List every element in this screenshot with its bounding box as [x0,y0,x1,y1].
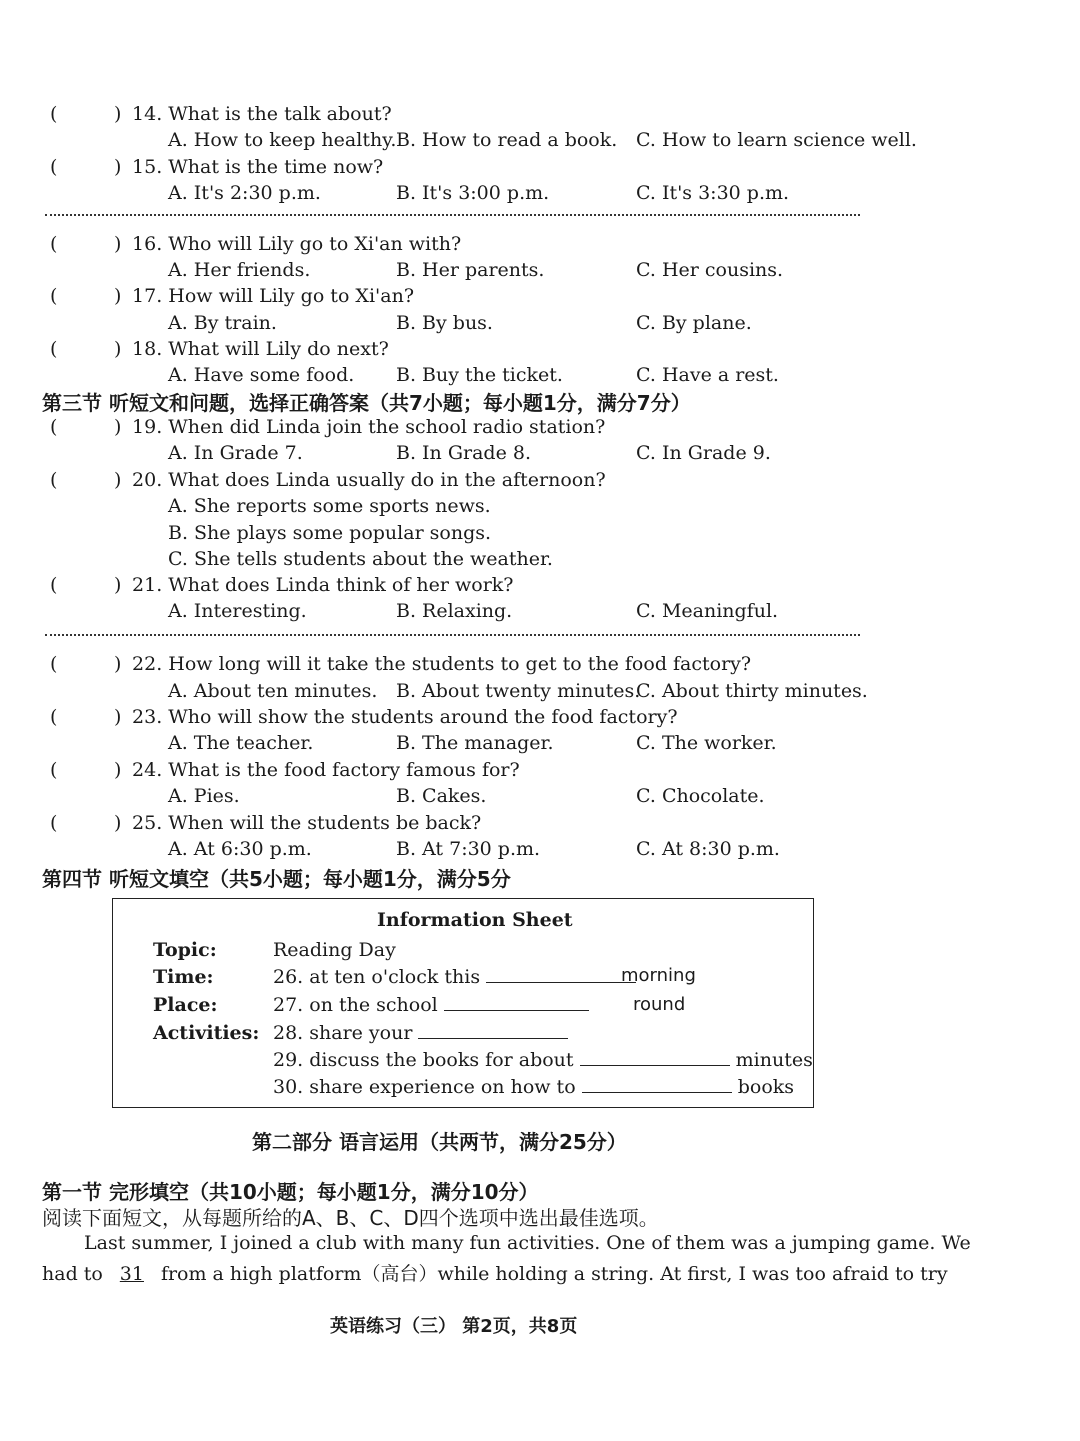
passage-text: had to [42,1263,103,1285]
question-text: 25. When will the students be back? [132,812,482,834]
option-c: C. At 8:30 p.m. [636,838,780,860]
option-c: C. It's 3:30 p.m. [636,182,790,204]
item-29-suffix: minutes [735,1049,813,1071]
question-text: 20. What does Linda usually do in the afternoon? [132,469,606,491]
question-text: 23. Who will show the students around the food factory? [132,706,678,728]
option-a: A. The teacher. [168,732,314,754]
option-a: A. Her friends. [168,259,311,281]
option-a: A. It's 2:30 p.m. [168,182,321,204]
item-28-text: 28. share your [273,1022,413,1044]
passage-line-1: Last summer, I joined a club with many fun activities. One of them was a jumping game. We [84,1232,971,1254]
answer-bracket-close: ) [114,103,122,125]
option-a: A. She reports some sports news. [168,495,491,517]
time-line [273,966,636,988]
option-c: C. How to learn science well. [636,129,917,151]
passage-line-2 [42,1259,948,1286]
time-label: Time: [153,966,214,988]
question-text: 22. How long will it take the students to get to the food factory? [132,653,752,675]
item-30-text: 30. share experience on how to [273,1076,576,1098]
answer-bracket-open[interactable]: ( [50,285,58,307]
info-sheet-title: Information Sheet [377,909,573,931]
question-text: 18. What will Lily do next? [132,338,389,360]
place-line [273,994,589,1016]
answer-bracket-open[interactable]: ( [50,233,58,255]
item-30-line [273,1076,794,1098]
item-27-text: 27. on the school [273,994,438,1016]
answer-bracket-close: ) [114,706,122,728]
option-b: B. In Grade 8. [396,442,531,464]
option-c: C. About thirty minutes. [636,680,868,702]
question-text: 21. What does Linda think of her work? [132,574,514,596]
answer-bracket-open[interactable]: ( [50,338,58,360]
option-a: A. In Grade 7. [168,442,303,464]
option-c: C. In Grade 9. [636,442,771,464]
handwritten-answer-27: round [633,994,686,1015]
question-text: 24. What is the food factory famous for? [132,759,520,781]
blank-27[interactable] [444,996,589,1011]
answer-bracket-close: ) [114,233,122,255]
place-label: Place: [153,994,218,1016]
answer-bracket-close: ) [114,338,122,360]
blank-26[interactable] [486,968,636,983]
item-29-line [273,1049,813,1071]
question-text: 15. What is the time now? [132,156,384,178]
handwritten-answer-26: morning [621,965,696,986]
option-c: C. She tells students about the weather. [168,548,553,570]
answer-bracket-open[interactable]: ( [50,759,58,781]
option-c: C. By plane. [636,312,752,334]
option-a: A. Pies. [168,785,240,807]
blank-29[interactable] [580,1051,730,1066]
option-b: B. By bus. [396,312,493,334]
dotted-divider [45,634,860,636]
answer-bracket-open[interactable]: ( [50,653,58,675]
cloze-instruction: 阅读下面短文，从每题所给的A、B、C、D四个选项中选出最佳选项。 [42,1206,659,1230]
option-c: C. Chocolate. [636,785,765,807]
blank-28[interactable] [418,1024,568,1039]
passage-text: from a high platform（高台）while holding a string. At first, I was too afraid to try [160,1263,948,1285]
question-text: 16. Who will Lily go to Xi'an with? [132,233,462,255]
answer-bracket-close: ) [114,812,122,834]
option-a: A. Interesting. [168,600,307,622]
answer-bracket-close: ) [114,653,122,675]
answer-bracket-open[interactable]: ( [50,706,58,728]
question-text: 14. What is the talk about? [132,103,392,125]
item-30-suffix: books [737,1076,795,1098]
page-footer: 英语练习（三） 第2页，共8页 [330,1316,578,1337]
dotted-divider [45,214,860,216]
option-a: A. Have some food. [168,364,355,386]
question-text: 17. How will Lily go to Xi'an? [132,285,415,307]
option-c: C. Have a rest. [636,364,779,386]
answer-bracket-close: ) [114,416,122,438]
part-2-heading: 第二部分 语言运用（共两节，满分25分） [252,1130,627,1154]
option-b: B. Buy the ticket. [396,364,563,386]
option-b: B. At 7:30 p.m. [396,838,541,860]
item-29-text: 29. discuss the books for about [273,1049,574,1071]
answer-bracket-open[interactable]: ( [50,156,58,178]
answer-bracket-close: ) [114,759,122,781]
option-b: B. She plays some popular songs. [168,522,492,544]
option-c: C. The worker. [636,732,777,754]
section-3-heading: 第三节 听短文和问题，选择正确答案（共7小题；每小题1分，满分7分） [42,391,691,415]
option-b: B. Relaxing. [396,600,513,622]
option-b: B. Cakes. [396,785,487,807]
topic-label: Topic: [153,939,217,961]
answer-bracket-open[interactable]: ( [50,469,58,491]
blank-31[interactable]: 31 [119,1263,144,1285]
option-c: C. Meaningful. [636,600,779,622]
option-a: A. By train. [168,312,277,334]
part-2-section-1-heading: 第一节 完形填空（共10小题；每小题1分，满分10分） [42,1180,539,1204]
topic-value: Reading Day [273,939,396,961]
answer-bracket-close: ) [114,156,122,178]
answer-bracket-close: ) [114,469,122,491]
question-text: 19. When did Linda join the school radio station? [132,416,606,438]
option-b: B. The manager. [396,732,554,754]
option-b: B. How to read a book. [396,129,618,151]
item-28-line [273,1022,568,1044]
option-c: C. Her cousins. [636,259,784,281]
answer-bracket-close: ) [114,574,122,596]
section-4-heading: 第四节 听短文填空（共5小题；每小题1分，满分5分 [42,867,511,891]
option-a: A. How to keep healthy. [168,129,397,151]
option-b: B. About twenty minutes. [396,680,641,702]
item-26-text: 26. at ten o'clock this [273,966,481,988]
answer-bracket-open[interactable]: ( [50,416,58,438]
option-a: A. At 6:30 p.m. [168,838,312,860]
answer-bracket-open[interactable]: ( [50,103,58,125]
activities-label: Activities: [153,1022,260,1044]
blank-30[interactable] [582,1078,732,1093]
option-a: A. About ten minutes. [168,680,378,702]
answer-bracket-open[interactable]: ( [50,574,58,596]
information-sheet [112,898,814,1108]
option-b: B. Her parents. [396,259,545,281]
answer-bracket-open[interactable]: ( [50,812,58,834]
answer-bracket-close: ) [114,285,122,307]
option-b: B. It's 3:00 p.m. [396,182,550,204]
